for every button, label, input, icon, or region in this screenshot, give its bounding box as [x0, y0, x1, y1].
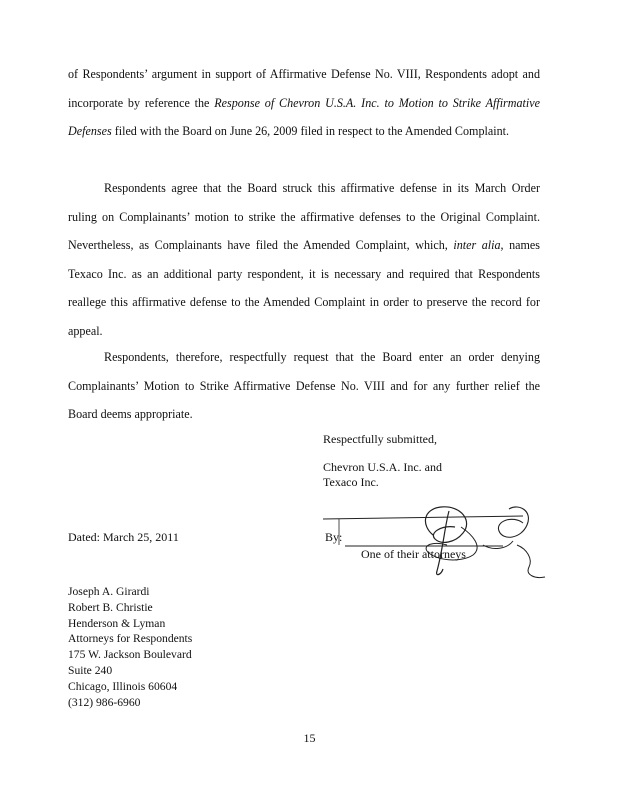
address-line: Attorneys for Respondents	[68, 632, 193, 646]
paragraph-2	[68, 174, 540, 345]
dated-line: Dated: March 25, 2011	[68, 530, 179, 544]
page-number: 15	[303, 731, 316, 745]
address-line: Suite 240	[68, 663, 113, 677]
handwritten-signature	[323, 505, 553, 585]
signature-block	[323, 505, 553, 585]
respectfully-submitted: Respectfully submitted,	[323, 432, 437, 446]
address-line: (312) 986-6960	[68, 695, 141, 709]
address-line: Robert B. Christie	[68, 600, 153, 614]
address-line: 175 W. Jackson Boulevard	[68, 648, 192, 662]
paragraph-1-text-a: of Respondents’ argument in support of Affirmative Defense No. VIII, Respondents adopt and incorporate by reference the	[68, 67, 540, 110]
address-line: Chicago, Illinois 60604	[68, 679, 178, 693]
by-label: By:	[325, 530, 343, 544]
address-line: Joseph A. Girardi	[68, 585, 150, 598]
party-line-2: Texaco Inc.	[323, 475, 379, 489]
paragraph-3	[68, 343, 540, 429]
attorney-address-block	[68, 584, 192, 710]
paragraph-1-text-b: filed with the Board on June 26, 2009 filed in respect to the Amended Complaint.	[111, 124, 510, 138]
one-of-attorneys: One of their attorneys	[361, 547, 466, 561]
address-line: Henderson & Lyman	[68, 616, 166, 630]
paragraph-2-italic-phrase: inter alia,	[453, 238, 504, 252]
paragraph-1	[68, 60, 540, 146]
party-line-1: Chevron U.S.A. Inc. and	[323, 460, 442, 474]
paragraph-1-italic-title: Response of Chevron U.S.A. Inc. to Motion to Strike Affirmative Defenses	[68, 95, 540, 138]
paragraph-2-text-b: names Texaco Inc. as an additional party respondent, it is necessary and required that Respondents reallege this affirmative defense to the Amended Complaint in order to preserve the record for appeal.	[68, 238, 541, 338]
paragraph-2-text-a: Respondents agree that the Board struck this affirmative defense in its March Order ruling on Complainants’ motion to strike the affirmative defenses to the Original Complaint. Nevertheless, as Complainants have filed the Amended Complaint, which,	[68, 181, 540, 252]
paragraph-3-text: Respondents, therefore, respectfully request that the Board enter an order denying Complainants’ Motion to Strike Affirmative Defense No. VIII and for any further relief the Board deems appropriate.	[68, 350, 540, 421]
